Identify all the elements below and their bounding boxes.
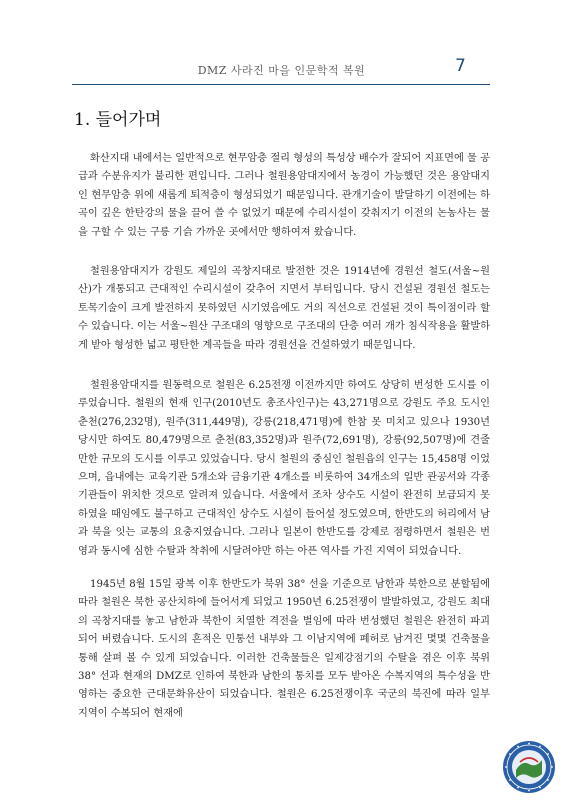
university-seal-icon [502, 740, 556, 794]
header-divider [72, 84, 490, 85]
body-paragraph-1: 화산지대 내에서는 일반적으로 현무암층 절리 형성의 특성상 배수가 잘되어 지표면에 물 공급과 수분유지가 불리한 편입니다. 그러나 철원용암대지에서 농경이 가능했던 것은 용암대지인 현무암층 위에 새롭게 퇴적층이 형성되었기 때문입니다. 관개기술이 발달하기 이전에는 하곡이 깊은 한탄강의 물을 끌어 쓸 수 없었기 때문에 수리시설이 갖춰지기 이전의 논농사는 물을 구할 수 있는 구릉 기슭 가까운 곳에서만 행하여져 왔습니다. [78, 153, 490, 238]
section-title: 1. 들어가며 [74, 110, 162, 130]
body-paragraph-4: 1945년 8월 15일 광복 이후 한반도가 북위 38° 선을 기준으로 남한과 북한으로 분할됨에 따라 철원은 북한 공산치하에 들어서게 되었고 1950년 6.25전쟁이 발발하였고, 강원도 최대의 곡창지대를 놓고 남한과 북한이 치열한 격전을 벌임에 따라 번성했던 철원은 완전히 파괴되어 버렸습니다. 도시의 흔적은 민통선 내부와 그 이남지역에 폐허로 남겨진 몇몇 건축물을 통해 살펴 볼 수 있게 되었습니다. 이러한 건축물들은 일제강점기의 수탈을 겪은 이후 북위 38° 선과 현재의 DMZ로 인하여 북한과 남한의 통치를 모두 받아온 수복지역의 특수성을 반영하는 중요한 근대문화유산이 되었습니다. 철원은 6.25전쟁이후 국군의 북진에 따라 일부 지역이 수복되어 현재에 [78, 579, 490, 719]
page-number: 7 [455, 56, 466, 76]
body-paragraph-2: 철원용암대지가 강원도 제일의 곡창지대로 발전한 것은 1914년에 경원선 철도(서울~원산)가 개통되고 근대적인 수리시설이 갖추어 지면서 부터입니다. 당시 건설된 경원선 철도는 토목기술이 크게 발전하지 못하였던 시기였음에도 거의 직선으로 건설된 것이 특이점이라 할 수 있습니다. 이는 서울~원산 구조대의 영향으로 구조대의 단층 여러 개가 침식작용을 활발하게 받아 형성한 넓고 평탄한 계곡들을 따라 경원선을 건설하였기 때문입니다. [78, 266, 490, 351]
body-paragraph-3: 철원용암대지를 원동력으로 철원은 6.25전쟁 이전까지만 하여도 상당히 번성한 도시를 이루었습니다. 철원의 현재 인구(2010년도 총조사인구)는 43,271명으로 강원도 주요 도시인 춘천(276,232명), 원주(311,449명), 강릉(218,471명)에 한참 못 미치고 있으나 1930년 당시만 하여도 80,479명으로 춘천(83,352명)과 원주(72,691명), 강릉(92,507명)에 견줄만한 규모의 도시를 이루고 있었습니다. 당시 철원의 중심인 철원읍의 인구는 15,458명 이었으며, 읍내에는 교육기관 5개소와 금융기관 4개소를 비롯하여 34개소의 일반 관공서와 각종 기관들이 위치한 것으로 알려져 있습니다. 서울에서 조차 상수도 시설이 완전히 보급되지 못하였을 때임에도 불구하고 근대적인 상수도 시설이 들어설 정도였으며, 한반도의 허리에서 남과 북을 잇는 교통의 요충지였습니다. 그러나 일본이 한반도를 강제로 점령하면서 철원은 번영과 동시에 심한 수탈과 착취에 시달려야만 하는 아픈 역사를 가진 지역이 되었습니다. [78, 380, 490, 557]
running-header-title: DMZ 사라진 마을 인문학적 복원 [197, 64, 366, 77]
